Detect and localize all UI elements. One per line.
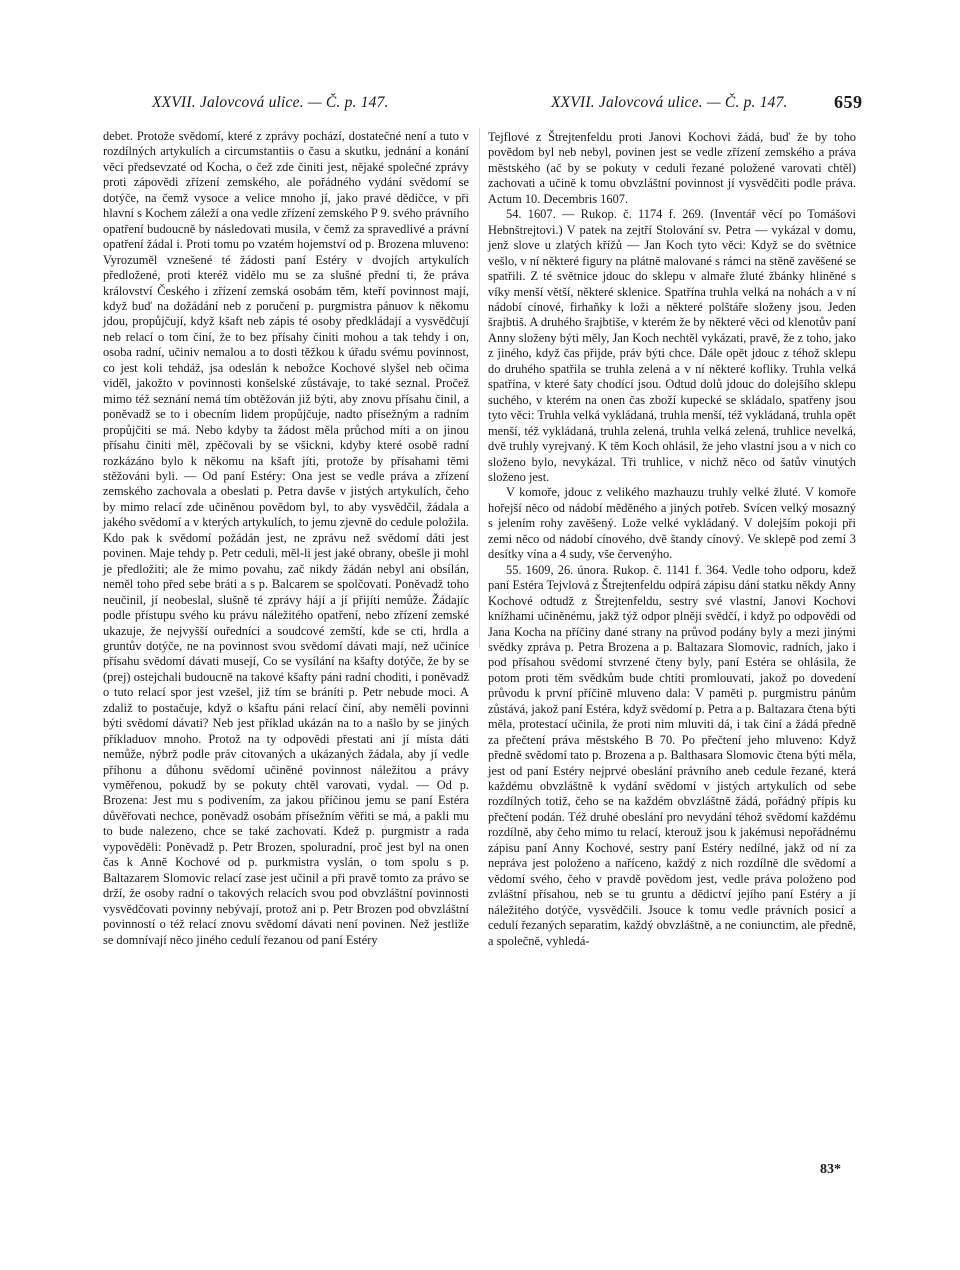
left-column xyxy=(103,129,469,948)
left-paragraph: debet. Protože svědomí, které z zprávy pochází, dostatečné není a tuto v rozdílných artykulích a circumstantiis o času a skutku, jednání a konání věci předsevzaté od Kocha, o čež zde činiti jest, nějaké společné zprávy proti zápovědi zřízení zemského, ale pořádného vydání svědomí se dotýče, na čemž vysoce a velice mnoho jí, jako pravé dědičce, v při hlavní s Kochem záleží a ona vedle zřízení zemského P 9. svého právního opatření budoucně by následovati musila, v čemž za spravedlivé a právní opatření žádal i. Proti tomu po vzatém hojemství od p. Brozena mluveno: Vyrozuměl vznešené té žádosti paní Estéry v dvojích artykulích předložené, proti kteréž vidělo mu se za slušné přední ti, že práva království Českého i zřízení zemská osobám těm, kteří povinnost mají, když buď na dožádání neb z poručení p. purgmistra pánuov k někomu jdou, propůjčují, když kšaft neb zápis té osoby předkládají a vysvědčují neb relací o tom činí, že to bez přísahy činiti mohou a tak tehdy i on, osoba radní, učiniv nemalou a to dosti těžkou k úřadu svému povinnost, co jest koli tehdáž, jsa odeslán k nebožce Kochové slyšel neb očima viděl, jakožto v povinnosti konšelské zůstávaje, to také seznal. Pročež mimo též seznání nemá tím obtěžován již býti, aby znovu přísahu činil, a poněvadž se to i obecním lidem propůjčuje, nadto přísežným a radním propůjčiti se má. Nebo kdyby ta žádost měla průchod míti a on jinou přísahu činiti měl, zpěčovali by se všickni, kdyby které osobě radní rozkázáno bylo k někomu na kšaft jíti, protože by přísahami těmi stěžováni byli. — Od paní Estéry: Ona jest se vedle práva a zřízení zemského zachovala a obeslati p. Petra davše v jistých artykulích, čeho by mimo relací zde učiněnou povědom byl, to aby vysvědčil, žádala a jakého svědomí a v kterých artykulích, to jemu zjevně do cedule položila. Kdo pak k svědomí požádán jest, ne zprávu než svědomí dáti jest povinen. Maje tehdy p. Petr ceduli, měl-li jest jaké obrany, obešle ji mohl je předložiti; ale že mimo povahu, zač nikdy žádán nebyl ani obsílán, neměl toho před sebe bráti a s p. Balcarem se spolčovati. Poněvadž toho neučinil, jí neobeslal, slušně té zprávy hájí a jí přijíti nemůže. Žádajíc podle přístupu svého ku právu náležitého opatření, nebo zřízení zemské ukazuje, že nejvyšší ouředníci a soudcové zemští, kde se cti, hrdla a gruntův dotýče, ne na povinnost svou svědomí dávati mají, než učiníce přísahu svědomí dávati musejí, Co se vysílání na kšafty dotýče, že by se (prej) ostejchali budoucně na takové kšafty páni radní choditi, i poněvadž o tuto relací spor jest vzešel, již tím se bráníti p. Petr nebude moci. A zdaliž to postačuje, když o kšaftu páni relací činí, aby neměli povinni býti svědomí dávati? Neb jest příklad ukázán na to a našlo by se jiných příkladuov mnoho. Protož na ty odpovědi přestati ani jí místa dáti nemůže, nýbrž podle práv citovaných a ukázaných žádala, aby jí vedle příhonu a důhonu svědomí učiněné povinnost náležitou a právy vyměřenou, pokudž by se pokuty chtěl varovati, vydal. — Od p. Brozena: Jest mu s podivením, za jakou příčinou jemu se paní Estéra důvěřovati nechce, poněvadž osobám přísežním věřiti se má, a pakli mu to bude nalezeno, chce se také zachovati. Kdež p. purgmistr a rada vypověděli: Poněvadž p. Petr Brozen, spoluradní, proč jest byl na onen čas k Anně Kochové od p. purkmistra vyslán, o tom spolu s p. Baltazarem Slomovic relací zase jest učinil a při pravě tomto za právo se drží, že osoby radní o takových relacích svou pod obvzláštní povinnosti vysvědčovati povinny nebývají, protož ani p. Petr Brozen pod obvzláštní povinností o též relací znovu svědomí dávati není povinen. Než jestliže se domnívají něco jiného cedulí řezanou od paní Estéry xyxy=(103,129,469,947)
page-number: 659 xyxy=(834,92,863,112)
right-paragraph: Tejflové z Štrejtenfeldu proti Janovi Kochovi žádá, buď že by toho povědom byl neb nebyl, povinen jest se vedle zřízení zemského a práva městského (ač by se pokuty v ceduli řezané položené varovati chtěl) zachovati a učině k tomu obvzláštní povinnost jí vysvědčiti podle práva. Actum 10. Decembris 1607. xyxy=(488,130,856,206)
right-paragraph: 54. 1607. — Rukop. č. 1174 f. 269. (Inventář věcí po Tomášovi Hebnštrejtovi.) V patek na zejtří Stolování sv. Petra — vykázal v domu, jenž slove u zlatých křížů — Jan Koch tyto věci: Když se do světnice vešlo, v ní některé figury na plátně malované s rámci na stěně zavěšené se spatřili. Z té světnice jdouc do sklepu v almaře žluté žbánky hliněné s víky menší větší, některé sklenice. Spatřína truhla velká na nohách a v ní nádobí cínové, firhaňky k loži a některé polštáře složeny jsou. Jeden šrajbtiš. A druhého šrajbtiše, v kterém že by některé věci od klenotův paní Anny složeny býti měly, Jan Koch nechtěl vykázati, pravě, že z toho, jako z jiného, když čas přijde, práv býti chce. Dále opět jdouc z téhož sklepu do druhého spatřila se truhla zelená a v ní některé kofliky. Truhla velká spatřína, v které šaty chodící jsou. Odtud dolů jdouc do dolejšího sklepu suchého, v kterém na onen čas zboží kupecké se skládalo, spatřeny jsou tyto věci: Truhla velká vykládaná, truhla menší, též vykládaná, truhla opět menší, též vykládaná, truhla zelená, truhla velká zelená, truhlice nevelká, dvě truhly vyrejvaný. K těm Koch ohlásil, že jeho vlastní jsou a v nich co složeno bylo, nevykázal. Tři truhlice, v nichž něco od šatův vinutých složeno jest. xyxy=(488,207,856,484)
right-paragraph: 55. 1609, 26. února. Rukop. č. 1141 f. 364. Vedle toho odporu, kdež paní Estéra Tejvlová z Štrejtenfeldu odpírá zápisu dání statku někdy Anny Kochové odtudž z Štrejtenfeldu, sestry své vlastní, Janovi Kochovi knížhami učiněnému, jakž týž odpor plněji svědčí, i když po odpovědi od Jana Kocha na příčiny dané strany na průvod podány byly a mezi jinými svědky zpráva p. Petra Brozena a p. Baltazara Slomovic, radních, jako i pod přísahou svědomí stvrzené čteny byly, paní Estéra se ohlásila, že potom proti těm svědkům bude chtíti promlouvati, jakož po dovedení průvodu k první příčině mluveno dala: V paměti p. purgmistru pánům zůstává, jakož paní Estéra, když svědomí p. Petra a p. Baltazara čtena býti měla, protestací učinila, že proti nim mluviti dá, i tak činí a žádá předně za přečtení práva městského B 70. Po přečtení jeho mluveno: Když předně svědomí tato p. Brozena a p. Balthasara Slomovic čtena býti měla, jest od paní Estéry nejprvé obeslání právního aneb cedule řezané, která každému obvzláštně k vydání svědomí v jistých artykulích od sebe rozdílných totiž, čeho se na každém obvzláštně žádá, pořádný přípis ku přečtení podán. Též druhé obeslání pro nevydání téhož svědomí každému rozdílně, aby čeho mimo tu relací, kterouž jsou k jakémusi nepořádnému zápisu paní Anny Kochové, sestry paní Estéry nedílné, jakž od ní za nepráva jest položeno a naříceno, každý z nich rozdílně dle svědomí a vědomí svého, čeho v pravdě povědom jest, vedle práva položeno pod zvláštní přísahou, neb se tu gruntu a dědictví jejího paní Estéry a jí náležitého dotýče, vysvědčili. Jsouce k tomu vedle právních posicí a cedulí řezaných separatim, každý obvzláštně, a ne coniunctim, ale předně, a společně, vyhledá- xyxy=(488,562,856,948)
column-divider xyxy=(479,128,480,648)
running-head-right: XXVII. Jalovcová ulice. — Č. p. 147. xyxy=(551,94,788,111)
right-paragraph: V komoře, jdouc z velikého mazhauzu truhly velké žluté. V komoře hořejší něco od nádobí měděného a jiných potřeb. Svícen velký mosazný s jelením rohy zavěšený. Lože velké vykládaný. V dolejším pokoji při zemi něco od nádobí cínového, dvě štandy cínový. Ve sklepě pod zemí 3 desítky vína a 4 sudy, vše červenýho. xyxy=(488,485,856,562)
right-column xyxy=(488,130,856,949)
running-head-left: XXVII. Jalovcová ulice. — Č. p. 147. xyxy=(152,94,389,111)
printer-signature-mark: 83* xyxy=(820,1162,841,1177)
